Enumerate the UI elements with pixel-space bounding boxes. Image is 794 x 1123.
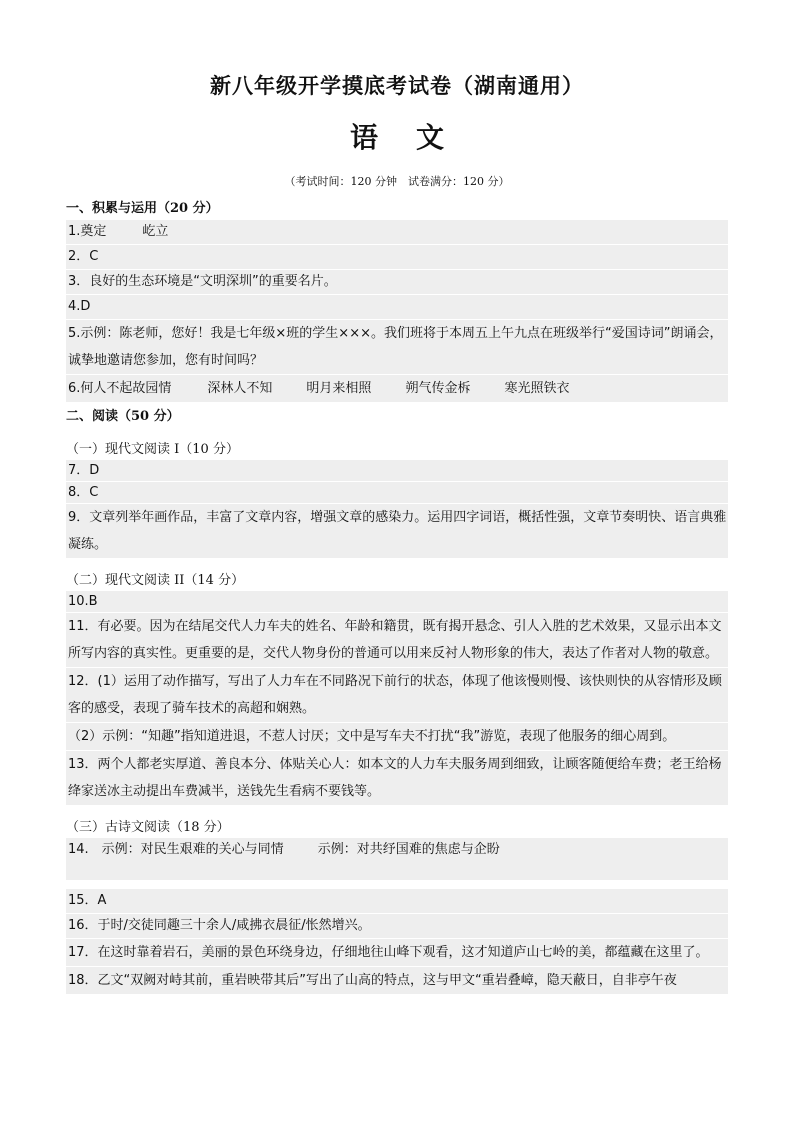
answer-6-line-3: 明月来相照 xyxy=(306,381,372,396)
answer-17: 17．在这时靠着岩石，美丽的景色环绕身边，仔细地往山峰下观看，这才知道庐山七岭的美，都蕴藏在这里了。 xyxy=(66,939,728,966)
page-title: 新八年级开学摸底考试卷（湖南通用） xyxy=(210,73,584,98)
answer-16: 16．于时/交徒同趣三十余人/咸拂衣晨征/怅然增兴。 xyxy=(66,914,728,938)
answer-6 xyxy=(66,375,728,402)
answer-4: 4.D xyxy=(66,295,728,319)
answer-14-example-2: 示例：对共纾国难的焦虑与企盼 xyxy=(317,842,500,857)
answer-content xyxy=(66,198,728,995)
answer-14 xyxy=(66,838,728,880)
answer-6-line-4: 朔气传金柝 xyxy=(405,381,471,396)
answer-12-1: 12．(1）运用了动作描写，写出了人力车在不同路况下前行的状态，体现了他该慢则慢、该快则快的从容情形及顾客的感受，表现了骑车技术的高超和娴熟。 xyxy=(66,668,728,722)
answer-13: 13．两个人都老实厚道、善良本分、体贴关心人：如本文的人力车夫服务周到细致，让顾客随便给车费；老王给杨绛家送冰主动提出车费减半，送钱先生看病不要钱等。 xyxy=(66,751,728,805)
answer-6-line-1: 6.何人不起故园情 xyxy=(68,381,172,396)
section-heading-1: 一、积累与运用（20 分） xyxy=(66,201,219,216)
sub-heading-modern-reading-1: （一）现代文阅读 I（10 分） xyxy=(66,442,239,457)
sub-heading-modern-reading-2: （二）现代文阅读 II（14 分） xyxy=(66,573,245,588)
answer-10: 10.B xyxy=(66,591,728,612)
subject-title: 语文 xyxy=(349,121,482,154)
answer-6-line-5: 寒光照铁衣 xyxy=(504,381,570,396)
answer-2: 2．C xyxy=(66,245,728,269)
answer-11: 11．有必要。因为在结尾交代人力车夫的姓名、年龄和籍贯，既有揭开悬念、引人入胜的艺术效果，又显示出本文所写内容的真实性。更重要的是，交代人物身份的普通可以用来反衬人物形象的伟大，表达了作者对人物的敬意。 xyxy=(66,613,728,667)
answer-1-word-2: 屹立 xyxy=(142,224,169,239)
answer-14-example-1: 14. 示例：对民生艰难的关心与同情 xyxy=(68,842,284,857)
sub-heading-classical-reading: （三）古诗文阅读（18 分） xyxy=(66,820,230,835)
answer-5: 5.示例：陈老师，您好！我是七年级×班的学生×××。我们班将于本周五上午九点在班级举行“爱国诗词”朗诵会，诚挚地邀请您参加，您有时间吗？ xyxy=(66,320,728,374)
answer-8: 8．C xyxy=(66,482,728,503)
answer-3: 3．良好的生态环境是“文明深圳”的重要名片。 xyxy=(66,270,728,294)
answer-6-line-2: 深林人不知 xyxy=(207,381,273,396)
section-heading-2: 二、阅读（50 分） xyxy=(66,409,180,424)
answer-1 xyxy=(66,220,728,244)
answer-12-2: （2）示例：“知趣”指知道进退，不惹人讨厌；文中是写车夫不打扰“我”游览，表现了他服务的细心周到。 xyxy=(66,723,728,750)
exam-info: （考试时间：120 分钟 试卷满分：120 分） xyxy=(284,175,510,188)
answer-15: 15．A xyxy=(66,889,728,913)
answer-7: 7．D xyxy=(66,460,728,481)
answer-9: 9．文章列举年画作品，丰富了文章内容，增强文章的感染力。运用四字词语，概括性强，文章节奏明快、语言典雅凝练。 xyxy=(66,504,728,558)
answer-18: 18．乙文“双阙对峙其前，重岩映带其后”写出了山高的特点，这与甲文“重岩叠嶂，隐天蔽日，自非亭午夜 xyxy=(66,967,728,994)
answer-1-word-1: 1.奠定 xyxy=(68,224,107,239)
